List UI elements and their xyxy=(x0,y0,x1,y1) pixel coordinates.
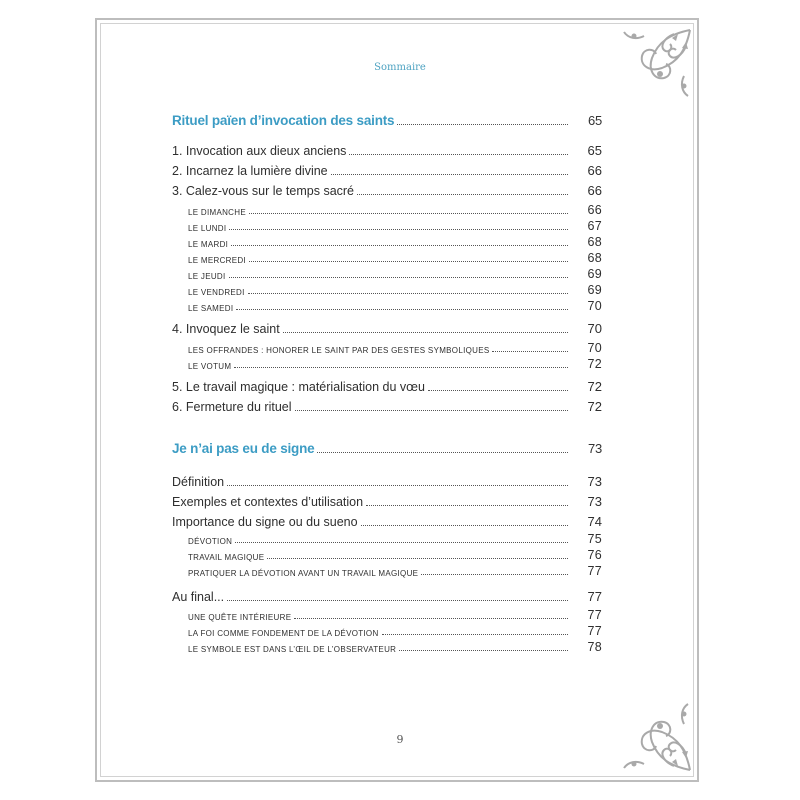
toc-entry-page-number: 76 xyxy=(587,548,602,562)
toc-entry-page-number: 66 xyxy=(587,203,602,217)
toc-entry-page-number: 68 xyxy=(587,251,602,265)
toc-subentry xyxy=(172,640,602,654)
dot-leader xyxy=(236,308,568,310)
toc-entry-label: LE SAMEDI xyxy=(188,304,234,313)
dot-leader xyxy=(349,153,568,155)
toc-subentry xyxy=(172,235,602,249)
toc-subentry xyxy=(172,203,602,217)
toc-entry-label: 1. Invocation aux dieux anciens xyxy=(172,144,347,158)
toc-subentry xyxy=(172,624,602,638)
toc-entry-label: Au final... xyxy=(172,590,225,604)
toc-entry-label: LA FOI COMME FONDEMENT DE LA DÉVOTION xyxy=(188,629,379,638)
toc-entry xyxy=(172,163,602,178)
toc-entry-page-number: 68 xyxy=(587,235,602,249)
toc-section-heading xyxy=(172,113,602,128)
toc-entry-label: 4. Invoquez le saint xyxy=(172,322,280,336)
dot-leader xyxy=(248,292,568,294)
toc-entry-page-number: 70 xyxy=(587,321,602,336)
toc-entry-label: DÉVOTION xyxy=(188,537,233,546)
dot-leader xyxy=(366,504,568,506)
toc-entry xyxy=(172,183,602,198)
toc-entry-page-number: 72 xyxy=(587,357,602,371)
toc-entry-page-number: 77 xyxy=(587,608,602,622)
toc-subentry xyxy=(172,267,602,281)
dot-leader xyxy=(361,524,568,526)
toc-entry-label: Rituel païen d’invocation des saints xyxy=(172,113,395,128)
toc-entry-label: LE VENDREDI xyxy=(188,288,245,297)
toc-entry-label: LE LUNDI xyxy=(188,224,227,233)
toc-entry xyxy=(172,474,602,489)
toc-subentry xyxy=(172,341,602,355)
toc-entry-page-number: 66 xyxy=(587,163,602,178)
toc-entry-label: TRAVAIL MAGIQUE xyxy=(188,553,265,562)
dot-leader xyxy=(227,484,568,486)
dot-leader xyxy=(231,244,568,246)
toc-entry-page-number: 77 xyxy=(587,589,602,604)
dot-leader xyxy=(229,228,568,230)
dot-leader xyxy=(357,193,568,195)
dot-leader xyxy=(317,451,568,453)
toc-entry-page-number: 70 xyxy=(587,341,602,355)
dot-leader xyxy=(227,599,568,601)
toc-subentry xyxy=(172,251,602,265)
toc-entry-label: PRATIQUER LA DÉVOTION AVANT UN TRAVAIL MAGIQUE xyxy=(188,569,419,578)
toc-entry xyxy=(172,399,602,414)
toc-entry-page-number: 77 xyxy=(587,564,602,578)
toc-entry-page-number: 70 xyxy=(587,299,602,313)
dot-leader xyxy=(428,389,568,391)
toc-entry-page-number: 78 xyxy=(587,640,602,654)
toc-section-heading xyxy=(172,441,602,456)
dot-leader xyxy=(249,212,568,214)
dot-leader xyxy=(492,350,568,352)
toc-subentry xyxy=(172,357,602,371)
toc-entry xyxy=(172,321,602,336)
toc-entry-page-number: 73 xyxy=(587,441,602,456)
toc-entry-label: LE SYMBOLE EST DANS L’ŒIL DE L’OBSERVATEUR xyxy=(188,645,397,654)
dot-leader xyxy=(283,331,568,333)
toc-entry-label: 3. Calez-vous sur le temps sacré xyxy=(172,184,355,198)
toc-entry-label: LES OFFRANDES : HONORER LE SAINT PAR DES GESTES SYMBOLIQUES xyxy=(188,346,490,355)
toc-entry-label: LE MERCREDI xyxy=(188,256,246,265)
toc-entry xyxy=(172,379,602,394)
toc-entry-page-number: 73 xyxy=(587,474,602,489)
toc-entry-label: LE MARDI xyxy=(188,240,229,249)
toc-subentry xyxy=(172,283,602,297)
dot-leader xyxy=(331,173,568,175)
toc-entry-page-number: 66 xyxy=(587,183,602,198)
toc-entry-label: Importance du signe ou du sueno xyxy=(172,515,358,529)
toc-entry-page-number: 72 xyxy=(587,399,602,414)
toc-entry-page-number: 73 xyxy=(587,494,602,509)
toc-entry xyxy=(172,143,602,158)
dot-leader xyxy=(267,557,568,559)
dot-leader xyxy=(399,649,568,651)
dot-leader xyxy=(421,573,568,575)
toc-entry-label: LE JEUDI xyxy=(188,272,226,281)
toc-subentry xyxy=(172,532,602,546)
toc-entry-page-number: 65 xyxy=(587,113,602,128)
toc-entry-label: 5. Le travail magique : matérialisation du vœu xyxy=(172,380,425,394)
toc-entry-label: LE DIMANCHE xyxy=(188,208,246,217)
dot-leader xyxy=(249,260,568,262)
toc-entry-label: Exemples et contextes d’utilisation xyxy=(172,495,364,509)
toc-entry-page-number: 69 xyxy=(587,283,602,297)
toc-entry-label: 2. Incarnez la lumière divine xyxy=(172,164,328,178)
toc-entry-page-number: 67 xyxy=(587,219,602,233)
toc-entry-label: Définition xyxy=(172,475,225,489)
toc-entry-label: LE VOTUM xyxy=(188,362,232,371)
page-number: 9 xyxy=(396,733,404,746)
toc-entry-page-number: 77 xyxy=(587,624,602,638)
running-head: Sommaire xyxy=(374,62,426,73)
toc-entry xyxy=(172,589,602,604)
dot-leader xyxy=(229,276,568,278)
toc-entry-page-number: 75 xyxy=(587,532,602,546)
dot-leader xyxy=(234,366,568,368)
toc-subentry xyxy=(172,548,602,562)
toc-subentry xyxy=(172,219,602,233)
toc-entry-label: 6. Fermeture du rituel xyxy=(172,400,292,414)
toc-entry-page-number: 65 xyxy=(587,143,602,158)
toc-entry-page-number: 74 xyxy=(587,514,602,529)
toc-subentry xyxy=(172,564,602,578)
dot-leader xyxy=(235,541,568,543)
dot-leader xyxy=(397,123,568,125)
toc-entry xyxy=(172,494,602,509)
dot-leader xyxy=(294,617,568,619)
toc-entry-label: UNE QUÊTE INTÉRIEURE xyxy=(188,613,292,622)
toc-entry-page-number: 72 xyxy=(587,379,602,394)
dot-leader xyxy=(382,633,568,635)
toc-subentry xyxy=(172,299,602,313)
dot-leader xyxy=(295,409,569,411)
toc-entry-label: Je n’ai pas eu de signe xyxy=(172,441,315,456)
toc-entry xyxy=(172,514,602,529)
toc-subentry xyxy=(172,608,602,622)
toc-entry-page-number: 69 xyxy=(587,267,602,281)
